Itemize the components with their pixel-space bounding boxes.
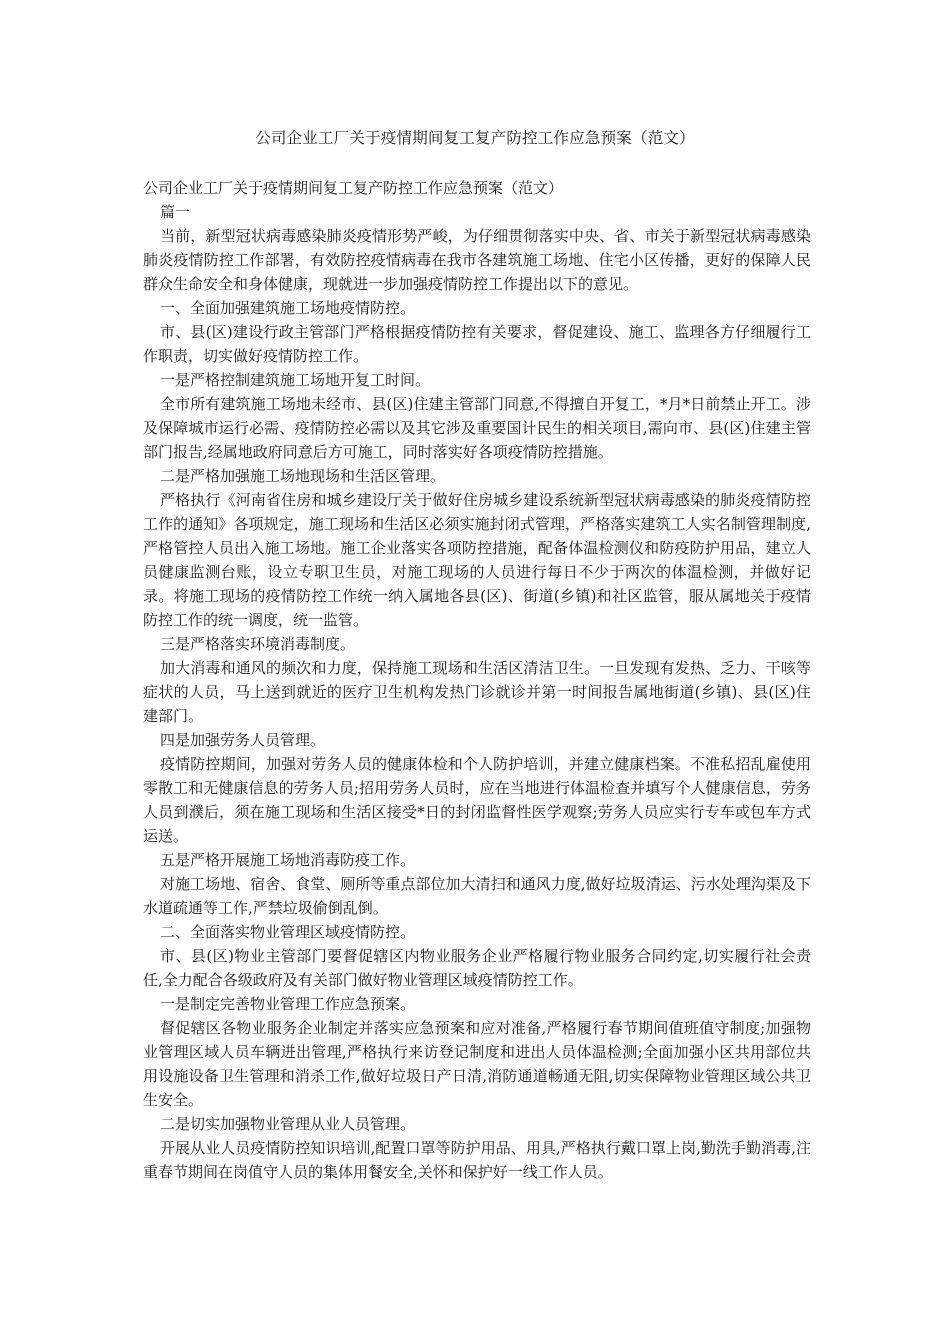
paragraph: 五是严格开展施工场地消毒防疫工作。 — [160, 851, 416, 869]
paragraph: 对施工场地、宿舍、食堂、厕所等重点部位加大清扫和通风力度,做好垃圾清运、污水处理沟渠及下水道疏通等工作,严禁垃圾偷倒乱倒。 — [143, 875, 811, 917]
paragraph: 二是严格加强施工场地现场和生活区管理。 — [160, 467, 446, 485]
paragraph: 公司企业工厂关于疫情期间复工复产防控工作应急预案（范文） — [143, 179, 564, 197]
paragraph: 全市所有建筑施工场地未经市、县(区)住建主管部门同意,不得擅自开复工，*月*日前禁止开工。涉及保障城市运行必需、疫情防控必需以及其它涉及重要国计民生的相关项目,需向市、县(区)住建主管部门报告,经属地政府同意后方可施工，同时落实好各项疫情防控措施。 — [143, 395, 811, 461]
paragraph: 一是严格控制建筑施工场地开复工时间。 — [160, 371, 431, 389]
paragraph: 三是严格落实环境消毒制度。 — [160, 635, 356, 653]
paragraph: 开展从业人员疫情防控知识培训,配置口罩等防护用品、用具,严格执行戴口罩上岗,勤洗手勤消毒,注重春节期间在岗值守人员的集体用餐安全,关怀和保护好一线工作人员。 — [143, 1139, 811, 1181]
paragraph: 一是制定完善物业管理工作应急预案。 — [160, 995, 416, 1013]
paragraph: 疫情防控期间，加强对劳务人员的健康体检和个人防护培训，并建立健康档案。不准私招乱雇使用零散工和无健康信息的劳务人员;招用劳务人员时，应在当地进行体温检查并填写个人健康信息，劳务人员到濮后，须在施工现场和生活区接受*日的封闭监督性医学观察;劳务人员应实行专车或包车方式运送。 — [143, 755, 811, 845]
document-title: 公司企业工厂关于疫情期间复工复产防控工作应急预案（范文） — [255, 129, 695, 147]
paragraph: 二、全面落实物业管理区域疫情防控。 — [160, 923, 416, 941]
paragraph: 督促辖区各物业服务企业制定并落实应急预案和应对准备,严格履行春节期间值班值守制度;加强物业管理区域人员车辆进出管理,严格执行来访登记制度和进出人员体温检测;全面加强小区共用部位共用设施设备卫生管理和消杀工作,做好垃圾日产日清,消防通道畅通无阻,切实保障物业管理区域公共卫生安全。 — [143, 1019, 811, 1109]
paragraph: 严格执行《河南省住房和城乡建设厅关于做好住房城乡建设系统新型冠状病毒感染的肺炎疫情防控工作的通知》各项规定，施工现场和生活区必须实施封闭式管理，严格落实建筑工人实名制管理制度,严格管控人员出入施工场地。施工企业落实各项防控措施，配备体温检测仪和防疫防护用品，建立人员健康监测台账，设立专职卫生员，对施工现场的人员进行每日不少于两次的体温检测，并做好记录。将施工现场的疫情防控工作统一纳入属地各县(区)、街道(乡镇)和社区监管，服从属地关于疫情防控工作的统一调度，统一监管。 — [143, 491, 811, 629]
paragraph: 加大消毒和通风的频次和力度，保持施工现场和生活区清洁卫生。一旦发现有发热、乏力、干咳等症状的人员，马上送到就近的医疗卫生机构发热门诊就诊并第一时间报告属地街道(乡镇)、县(区)住建部门。 — [143, 659, 811, 725]
paragraph: 当前，新型冠状病毒感染肺炎疫情形势严峻，为仔细贯彻落实中央、省、市关于新型冠状病毒感染肺炎疫情防控工作部署，有效防控疫情病毒在我市各建筑施工场地、住宅小区传播，更好的保障人民群众生命安全和身体健康，现就进一步加强疫情防控工作提出以下的意见。 — [143, 227, 811, 293]
paragraph: 市、县(区)建设行政主管部门严格根据疫情防控有关要求，督促建设、施工、监理各方仔细履行工作职责，切实做好疫情防控工作。 — [143, 323, 811, 365]
paragraph: 四是加强劳务人员管理。 — [160, 731, 326, 749]
paragraph: 市、县(区)物业主管部门要督促辖区内物业服务企业严格履行物业服务合同约定,切实履行社会责任,全力配合各级政府及有关部门做好物业管理区域疫情防控工作。 — [143, 947, 811, 989]
paragraph: 一、全面加强建筑施工场地疫情防控。 — [160, 299, 416, 317]
document-body — [143, 176, 811, 1184]
paragraph: 二是切实加强物业管理从业人员管理。 — [160, 1115, 416, 1133]
paragraph: 篇一 — [160, 203, 191, 221]
